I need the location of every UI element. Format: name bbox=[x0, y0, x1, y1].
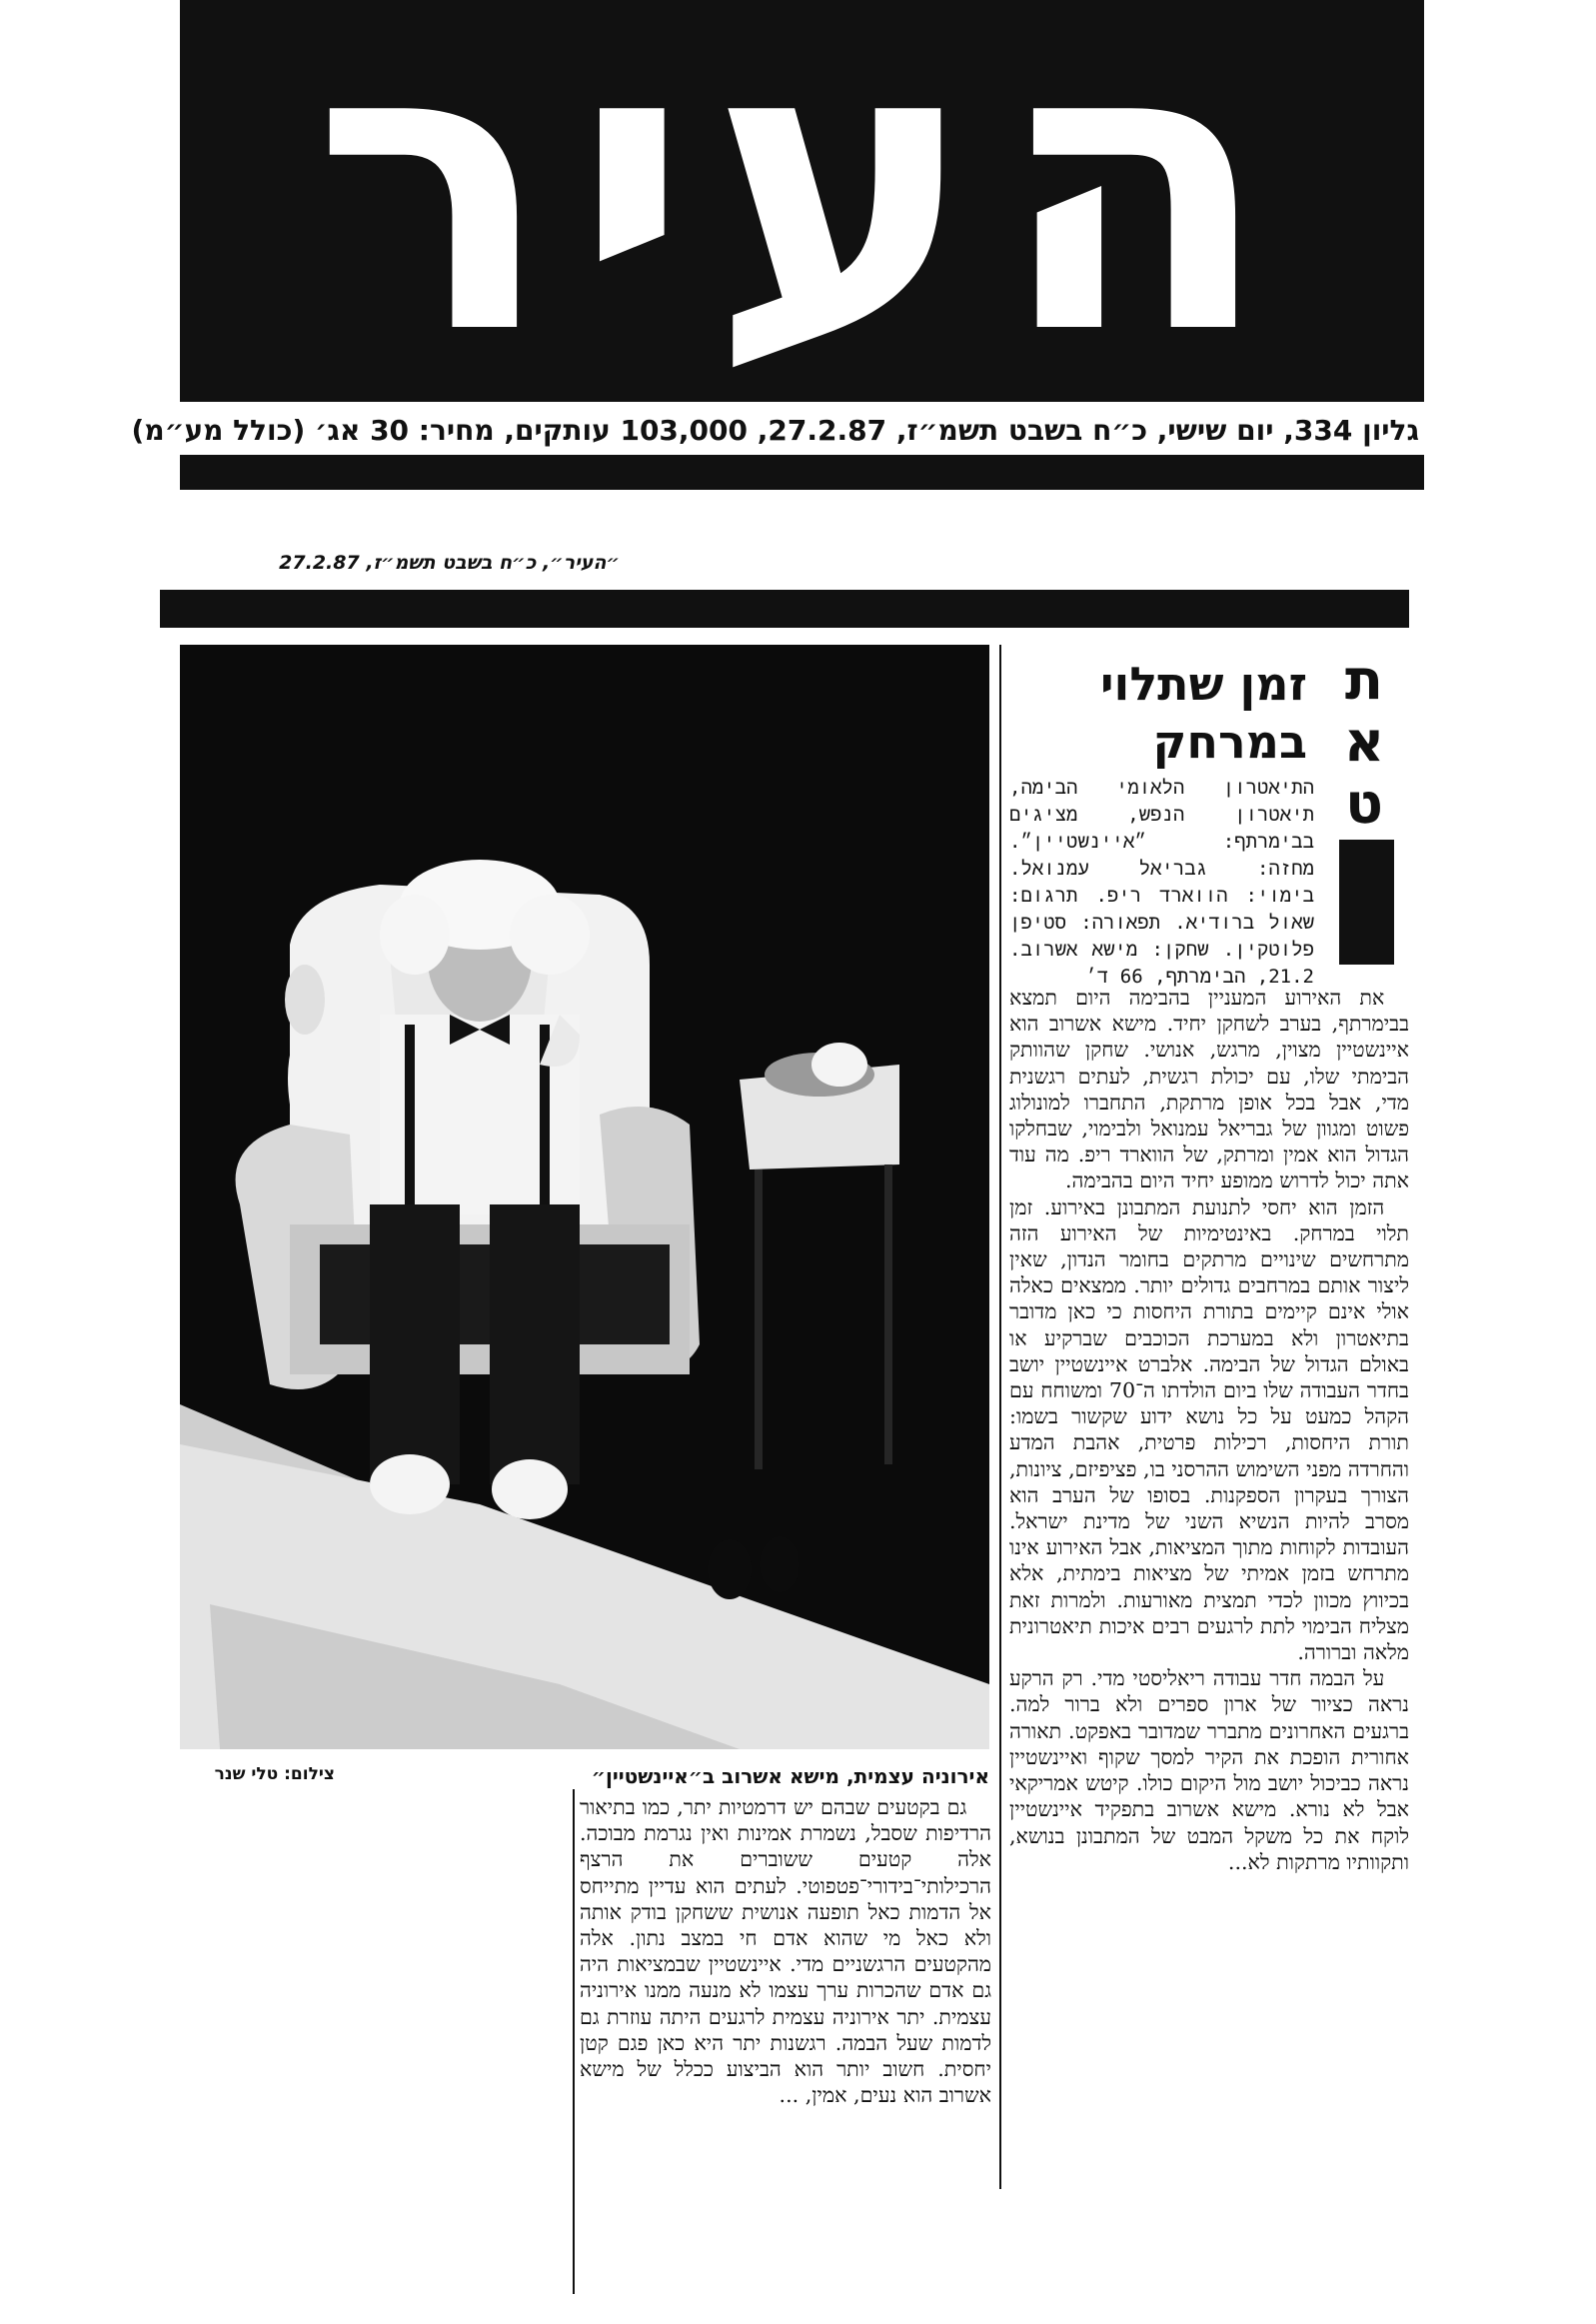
body-paragraph: גם בקטעים שבהם יש דרמטיות יתר, כמו בתיאור הרדיפות שסבל, נשמרת אמינות ואין נגרמת מבוכה. אלה קטעים ששוברים את הרצף הרכילותי־בידורי־פטפוטי. לעתים הוא עדיין מתייחס אל הדמות כאל תופעה אנושית ששחקן בודק אותה ולא כאל מי שהוא אדם חי במצב נתון. אלה מהקטעים הרגשניים מדי. איינשטיין שבמציאות היה גם אדם שהכרות ערך עצמו לא מנעה ממנו אירוניה עצמית. יתר אירוניה עצמית לרגעים היתה עוזרת גם לדמות שעל הבמה. רגשנות יתר היא כאן פגם קטן יחסית. חשוב יותר הוא הביצוע ככלל של מישא אשרוב הוא נעים, אמין, ... bbox=[580, 1795, 991, 2108]
body-paragraph: על הבמה חדר עבודה ריאליסטי מדי. רק הרקע נראה כציור של ארון ספרים ולא ברור למה. ברגעים האחרונים מתברר שמדובר באפקט. תאורה אחורית הופכת את הקיר למסך שקוף ואיינשטיין נראה כביכול יושב מול היקום כולו. קיטש אמריקאי אבל לא נורא. מישא אשרוב בתפקיד איינשטיין לוקח את כל משקל המבט של המתבונן בנושא, ותקוותיו מרתקות לא... bbox=[1009, 1666, 1409, 1874]
photo-caption: אירוניה עצמית, מישא אשרוב ב״איינשטיין״ bbox=[591, 1764, 989, 1788]
body-paragraph: הזמן הוא יחסי לתנועת המתבונן באירוע. זמן תלוי במרחק. באינטימיות של האירוע הזה מתרחשים שינויים מרתקים בחומר הנדון, שאין ליצור אותם במרחבים גדולים יותר. ממצאים כאלה אולי אינם קיימים בתורת היחסות כי כאן מדובר בתיאטרון ולא במערכת הכוכבים שברקיע או באולם הגדול של הבימה. אלברט איינשטיין יושב בחדר העבודה שלו ביום הולדתו ה־70 ומשוחח עם הקהל כמעט על כל נושא ידוע שקשור בשמו: תורת היחסות, רכילות פרטית, אהבת המדע והחרדה מפני השימוש ההרסני בו, פציפיזם, ציונות, הצורך בעקרון הספקנות. בסופו של הערב הוא מסרב להיות הנשיא השני של מדינת ישראל. העובדות לקוחות מתוך המציאות, אבל האירוע אינו מתרחש בזמן אמיתי של מציאות בימתית, אלא בכיווץ מכוון לכדי תמצית מאורעות. ולמרות זאת מצליח הבימוי לתת לרגעים רבים איכות תיאטרונית מלאה וברורה. bbox=[1009, 1194, 1409, 1665]
einstein-actor-photo bbox=[180, 645, 989, 1749]
masthead-banner bbox=[180, 0, 1424, 422]
newspaper-logo: העיר bbox=[312, 0, 1292, 422]
section-label-bar bbox=[1339, 840, 1394, 965]
article-headline: זמן שתלוי במרחק bbox=[1100, 657, 1307, 769]
photo-credit: צילום: טלי שנר bbox=[214, 1764, 335, 1784]
article-body-right-column bbox=[1009, 985, 1409, 2304]
article-photo bbox=[180, 645, 989, 1749]
column-rule-right bbox=[999, 645, 1001, 2189]
article-top-bar bbox=[160, 590, 1409, 628]
production-credits: התיאטרון הלאומי הבימה, תיאטרון הנפש, מציגים בבימרתף: ״איינשטיין״. מחזה: גבריאל עמנואל. בימוי: הווארד ריפ. תרגום: שאול ברודיא. תפאורה: סטיפן פלוטקין. שחקן: מישא אשרוב. 21.2, הבימרתף, 66 ד׳ bbox=[1009, 777, 1314, 988]
section-label: תאט bbox=[1343, 648, 1385, 837]
page-date-line: ״העיר״, כ״ח בשבט תשמ״ז, 27.2.87 bbox=[279, 552, 620, 574]
masthead-divider-bar bbox=[180, 455, 1424, 490]
issue-info-line: גליון 334, יום שישי, כ״ח בשבט תשמ״ז, 27.2.87, 103,000 עותקים, מחיר: 30 אג׳ (כולל מע״מ) bbox=[131, 414, 1419, 447]
column-rule-left bbox=[573, 1789, 575, 2294]
body-paragraph: את האירוע המעניין בהבימה היום תמצא בבימרתף, בערב לשחקן יחיד. מישא אשרוב הוא איינשטיין מצוין, מרגש, אנושי. שחקן שהוותק הבימתי שלו, עם יכולת רגשית, לעתים רגשנית מדי, אבל בכל אופן מרתקת, התחברו למונולוג פשוט ומגוון של גבריאל עמנואל ולבימוי, שבחלקו הגדול הוא אמין ומרתק, של הווארד ריפ. מה עוד אתה יכול לדרוש ממופע יחיד היום בהבימה. bbox=[1009, 986, 1409, 1193]
article-body-left-column bbox=[580, 1794, 991, 2304]
